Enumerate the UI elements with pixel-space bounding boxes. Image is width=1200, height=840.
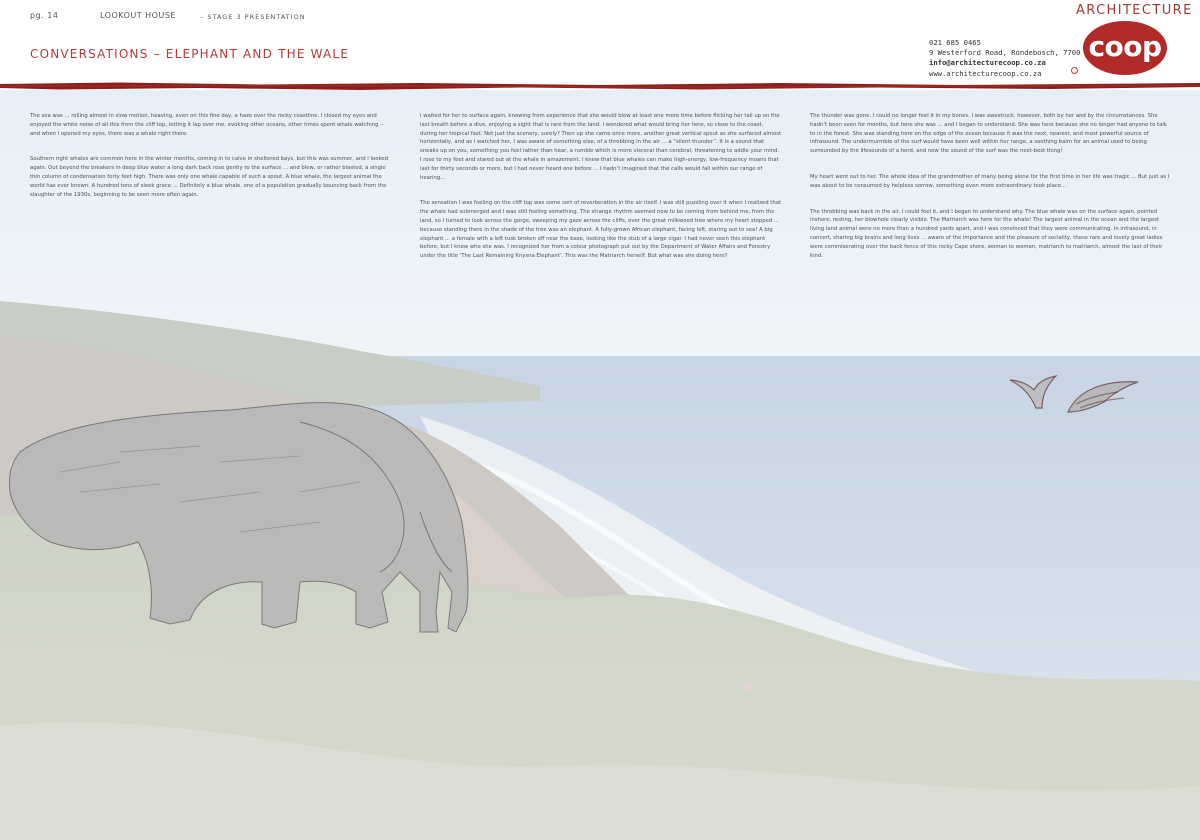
contact-website[interactable]: www.architecturecoop.co.za [929,68,1042,78]
project-name: LOOKOUT HOUSE [100,11,176,20]
paragraph: The sensation I was feeling on the cliff top was some sort of reverberation in the air itself. I was still puzzling over it when I realized that the whale had submerged and I was still feeling something. The strange rhythm seemed now to be coming from behind me, from the land, so I turned to look across the gorge, sweeping my gaze across the cliffs, over the great milkwood tree where my heart stopped ... because standing there in the shade of the tree was an elephant. A fully-grown African elephant, facing left, staring out to sea! A big elephant ... a female with a left tusk broken off near the base, looking like the stub of a large cigar. I had never seen this elephant before, but I knew who she was. I recognized her from a colour photograph put out by the Department of Water Affairs and Forestry under the title ‘The Last Remaining Knysna Elephant’. This was the Matriarch herself. But what was she doing here? [420,200,782,260]
contact-address: 9 Westerford Road, Rondebosch, 7700 [929,48,1081,58]
registered-mark-icon [1071,67,1078,74]
logo-mark-text: coop [1088,30,1162,63]
page-header [0,0,1200,90]
coop-logo [1082,20,1168,76]
page-number: pg. 14 [30,11,59,20]
paragraph: My heart went out to her. The whole idea of the grandmother of many being alone for the first time in her life was tragic ... But just as I was about to be consumed by helpless sorrow, something even more extraordinary took place... [810,173,1170,189]
paragraph: Southern right whales are common here in the winter months, coming in to calve in sheltered bays, but this was summer, and I looked again. Out beyond the breakers in deep blue water a long dark back rose gently to the surface ... and blew, or rather blasted, a single thin column of condensation forty feet high. There was only one whale capable of such a spout. A blue whale, the largest animal the world has ever known. A hundred tons of sleek grace ... Definitely a blue whale, one of a population gradually bouncing back from the slaughter of the 1930s, beginning to be seen more often again. [30,156,388,198]
stage-label: – STAGE 3 PRESENTATION [200,13,306,21]
page-title: CONVERSATIONS – ELEPHANT AND THE WALE [30,47,350,61]
red-brush-stroke [0,80,1200,94]
contact-email[interactable]: info@architecturecoop.co.za [929,58,1046,68]
paragraph: The thunder was gone. I could no longer feel it in my bones. I was awestruck, however, both by her and by the circumstances. She hadn’t been seen for months, but here she was ... and I began to understand. She was here because she no longer had anyone to talk to in the forest. She was standing here on the edge of the ocean because it was the next, nearest, and most powerful source of infrasound. The undermurmble of the surf would have been well within her range, a soothing balm for an animal used to being surrounded by the lifesounds of a herd, and now the sound of the surf was the next-best thing! [810,113,1167,155]
text-column-2 [420,112,782,278]
paragraph: I waited for her to surface again, knowing from experience that she would blow at least one more time before flicking her tail up on the last breath before a dive, enjoying a sight that is rare from the land. I wondered what would bring her here, so close to the coast, during her tropical fast. Not just the scenery, surely? Then up she came once more, another great vertical spout as she surfaced almost horizontally, and as I watched her, I was aware of something else, of a throbbing in the air ... a “silent thunder”. It is a sound that sneaks up on you, something you feel rather than hear, a rumble which is more visceral than cerebral, threatening to addle your mind. I rose to my feet and stared out at the whale in amazement. I knew that blue whales can make high-energy, low-frequency moans that last for thirty seconds or more, but I had never heard one before ... I hadn’t imagined that the calls would fall within our range of hearing... [420,113,782,181]
contact-phone: 021 685 0465 [929,38,981,47]
text-column-3 [810,112,1172,277]
logo-brand-text: ARCHITECTURE [1076,3,1193,18]
contact-block [929,38,1080,79]
paragraph: The sea was ... rolling almost in slow motion, heaving, even on this fine day, a haze over the rocky coastline. I closed my eyes and enjoyed the white noise of all this from the cliff top, letting it lap over me, evoking other oceans, other times spent whale watching – and when I opened my eyes, there was a whale right there. [30,113,383,137]
text-column-1 [30,112,392,216]
paragraph: The throbbing was back in the air. I could feel it, and I began to understand why. The blue whale was on the surface again, pointed inshore, resting, her blowhole clearly visible. The Matriarch was here for the whale! The largest animal in the ocean and the largest living land animal were no more than a hundred yards apart, and I was convinced that they were communicating. In infrasound, in concert, sharing big brains and long lives ... aware of the importance and the pleasure of sociality, these rare and lovely great ladies were commiserating over the back fence of this rocky Cape shore, woman to woman, matriarch to matriarch, almost the last of their kind. [810,208,1163,259]
